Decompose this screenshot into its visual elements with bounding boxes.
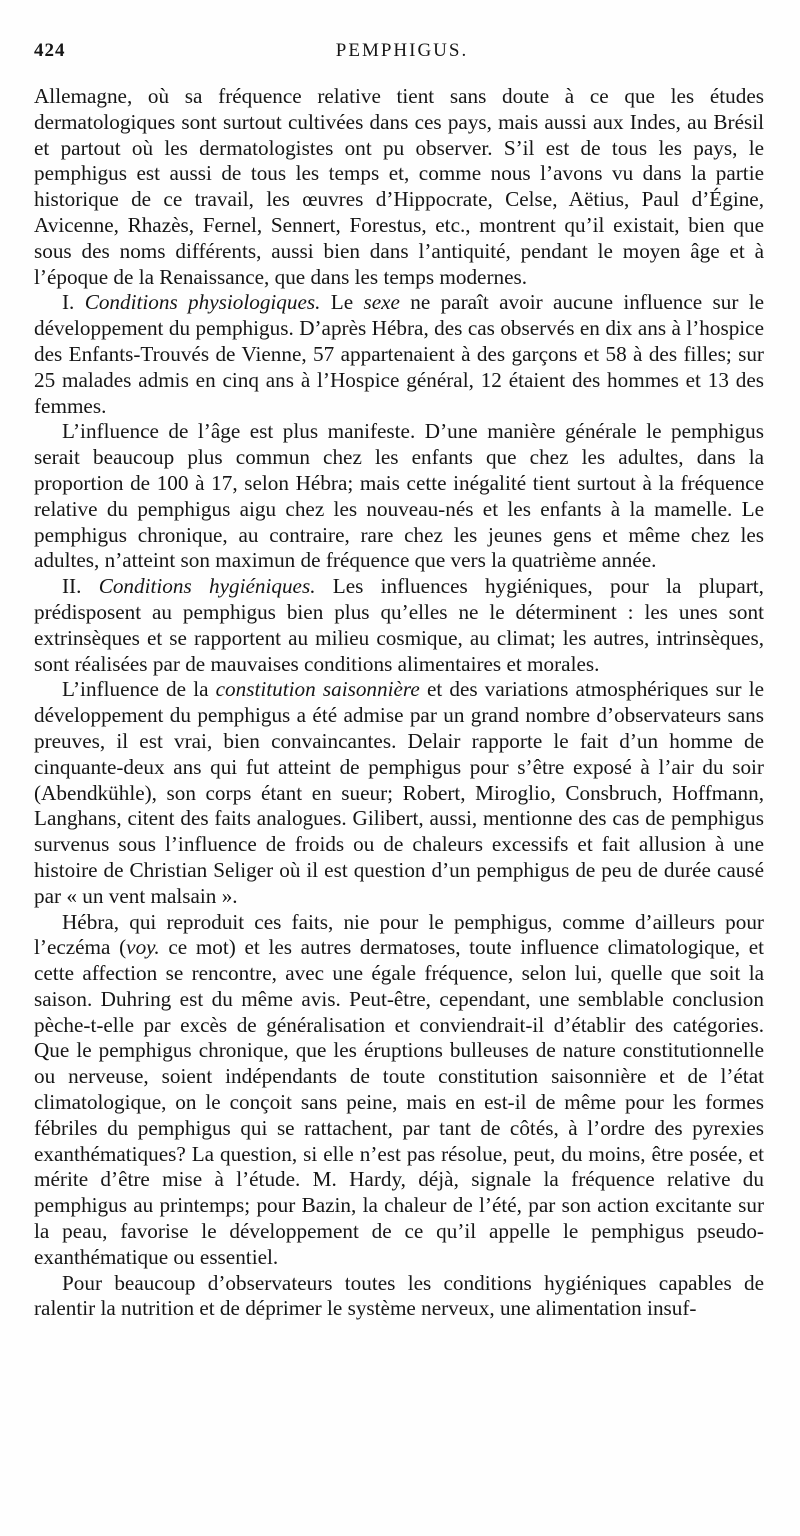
paragraph-age-influence: L’influence de l’âge est plus manifeste. D’une manière générale le pemphigus serait beaucoup plus commun chez les enfants que chez les adultes, dans la proportion de 100 à 17, selon Hébra; mais cette inégalité tient surtout à la fréquence relative du pemphigus aigu chez les nouveau-nés et les enfants à la mamelle. Le pemphigus chronique, au contraire, rare chez les jeunes gens et même chez les adultes, n’atteint son maximun de fréquence que vers la quatrième année. [34, 419, 764, 573]
emphasis-term: voy. [126, 935, 160, 960]
section-heading: Conditions physiologiques. [84, 290, 321, 315]
text-run: ne paraît avoir aucune influence sur le développement du pemphigus. D’après Hébra, des cas observés en dix ans à l’hospice des Enfants-Trouvés de Vienne, 57 appartenaient à des garçons et 58 à des filles; sur 25 malades admis en cinq ans à l’Hospice général, 12 étaient des hommes et 13 des femmes. [34, 290, 764, 418]
running-title: PEMPHIGUS. [335, 40, 469, 61]
text-run: Hébra, qui reproduit ces faits, nie pour le pemphigus, comme d’ailleurs pour l’eczéma ( [34, 909, 764, 960]
text-run: ce mot) et les autres dermatoses, toute influence climatologique, et cette affection se rencontre, avec une égale fréquence, selon lui, quelle que soit la saison. Duhring est du même avis. Peut-être, cependant, une semblable conclusion pèche-t-elle par excès de généralisation et conviendrait-il d’établir des catégories. Que le pemphigus chronique, que les éruptions bulleuses de nature constitutionnelle ou nerveuse, soient indépendants de toute constitution saisonnière et de l’état climatologique, on le conçoit sans peine, mais en est-il de même pour les formes fébriles du pemphigus qui se rattachent, par tant de côtés, à l’ordre des pyrexies exanthématiques? La question, si elle n’est pas résolue, peut, du moins, être posée, et mérite d’être mise à l’étude. M. Hardy, déjà, signale la fréquence relative du pemphigus au printemps; pour Bazin, la chaleur de l’été, par son action excitante sur la peau, favorise le développement de ce qu’il appelle le pemphigus pseudo-exanthématique ou essentiel. [34, 935, 765, 1269]
page-body [34, 84, 764, 1322]
section-number: II. [62, 574, 99, 599]
emphasis-term: constitution saisonnière [215, 677, 420, 702]
section-number: I. [62, 290, 85, 315]
text-run: L’influence de la [62, 677, 216, 702]
paragraph-hebra-climate [34, 910, 764, 1271]
paragraph-continuation: Allemagne, où sa fréquence relative tient sans doute à ce que les études dermatologiques sont surtout cultivées dans ces pays, mais aussi aux Indes, au Brésil et partout où les dermatologistes ont pu observer. S’il est de tous les pays, le pemphigus est aussi de tous les temps et, comme nous l’avons vu dans la partie historique de ce travail, les œuvres d’Hippocrate, Celse, Aëtius, Paul d’Égine, Avicenne, Rhazès, Fernel, Sennert, Forestus, etc., montrent qu’il existait, bien que sous des noms différents, aussi bien dans l’antiquité, pendant le moyen âge et à l’époque de la Renaissance, que dans les temps modernes. [34, 84, 764, 289]
paragraph-observers: Pour beaucoup d’observateurs toutes les conditions hygiéniques capables de ralentir la nutrition et de déprimer le système nerveux, une alimentation insuf- [34, 1270, 764, 1321]
paragraph-hygienic-conditions [34, 574, 764, 677]
text-run: Le [320, 290, 364, 315]
emphasis-term: sexe [363, 290, 400, 315]
section-heading: Conditions hygiéniques. [98, 574, 316, 599]
page-header [34, 40, 770, 64]
text-run: et des variations atmosphériques sur le développement du pemphigus a été admise par un grand nombre d’observateurs sans preuves, il est vrai, bien convaincantes. Delair rapporte le fait d’un homme de cinquante-deux ans qui fut atteint de pemphigus pour s’être exposé à l’air du soir (Abendkühle), son corps étant en sueur; Robert, Miroglio, Consbruch, Hoffmann, Langhans, citent des faits analogues. Gilibert, aussi, mentionne des cas de pemphigus survenus sous l’influence de froids ou de chaleurs excessifs et fait allusion à une histoire de Christian Seliger où il est question d’un pemphigus de peu de durée causé par « un vent malsain ». [34, 677, 764, 908]
paragraph-physiological-conditions [34, 290, 764, 419]
page-number: 424 [34, 40, 66, 61]
text-run: Les influences hygiéniques, pour la plupart, prédisposent au pemphigus bien plus qu’elles ne le déterminent : les unes sont extrinsèques et se rapportent au milieu cosmique, au climat; les autres, intrinsèques, sont réalisées par de mauvaises conditions alimentaires et morales. [34, 574, 764, 676]
paragraph-seasonal-constitution [34, 677, 764, 909]
